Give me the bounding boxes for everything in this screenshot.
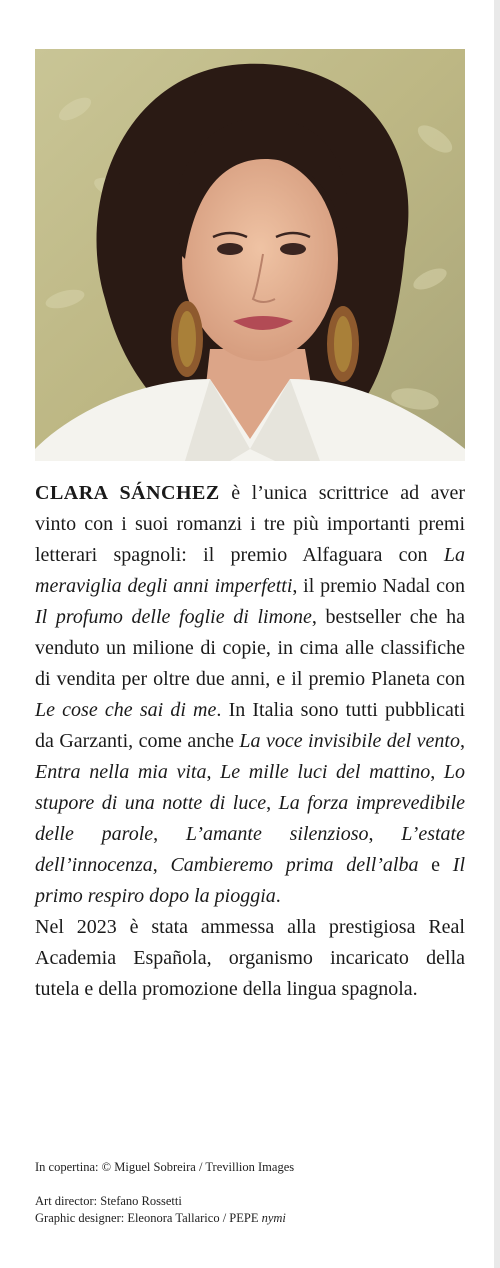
book-title: Lo stupore di una notte di luce xyxy=(35,761,466,814)
graphic-designer-suffix: nymi xyxy=(261,1211,286,1225)
bio-text: , il premio Nadal con xyxy=(292,575,465,597)
book-title: La meraviglia degli anni imperfetti xyxy=(35,544,465,597)
book-title: Le mille luci del mattino xyxy=(220,761,431,783)
bio-text: , xyxy=(152,854,171,876)
bio-text: , xyxy=(368,823,402,845)
bio-text: , xyxy=(430,761,444,783)
book-title: L’estate dell’innocenza xyxy=(35,823,465,876)
book-title: Le cose che sai di me xyxy=(35,699,217,721)
bio-text: , xyxy=(460,730,465,752)
bio-text: , xyxy=(266,792,279,814)
bio-text: . xyxy=(275,885,281,907)
author-photo xyxy=(35,49,465,461)
book-title: Entra nella mia vita xyxy=(35,761,207,783)
bio-text: , xyxy=(206,761,221,783)
bio-text: . In Italia sono tutti pubblicati da Garzanti, come anche xyxy=(35,699,466,752)
graphic-designer-credit xyxy=(35,1210,465,1227)
bio-paragraph-1 xyxy=(35,478,465,912)
book-title: La forza imprevedibile delle parole xyxy=(35,792,466,845)
bio-text: è l’unica scrittrice ad aver vinto con i suoi romanzi i tre più importanti premi letterari spagnoli: il premio Alfaguara con xyxy=(35,482,466,566)
book-title: Il profumo delle foglie di limone xyxy=(35,606,312,628)
book-title: Cambieremo prima dell’alba xyxy=(170,854,419,876)
bio-paragraph-2: Nel 2023 è stata ammessa alla prestigiosa Real Academia Española, organismo incaricato della tutela e della promozione della lingua spagnola. xyxy=(35,916,465,1000)
page-edge-divider xyxy=(494,0,500,1268)
author-name: CLARA SÁNCHEZ xyxy=(35,482,220,504)
book-title: L’amante silenzioso xyxy=(185,823,369,845)
cover-credit: In copertina: © Miguel Sobreira / Trevillion Images xyxy=(35,1160,295,1174)
bio-text: , bestseller che ha venduto un milione di copie, in cima alle classifiche di vendita per oltre due anni, e il premio Planeta con xyxy=(35,606,465,690)
design-credits xyxy=(35,1193,465,1227)
bio-text: e xyxy=(418,854,453,876)
graphic-designer-text: Graphic designer: Eleonora Tallarico / PEPE xyxy=(35,1211,262,1225)
author-bio xyxy=(35,478,465,1005)
book-title: La voce invisibile del vento xyxy=(239,730,460,752)
art-director-credit: Art director: Stefano Rossetti xyxy=(35,1194,182,1208)
book-title: Il primo respiro dopo la pioggia xyxy=(35,854,465,907)
bio-text: , xyxy=(153,823,186,845)
